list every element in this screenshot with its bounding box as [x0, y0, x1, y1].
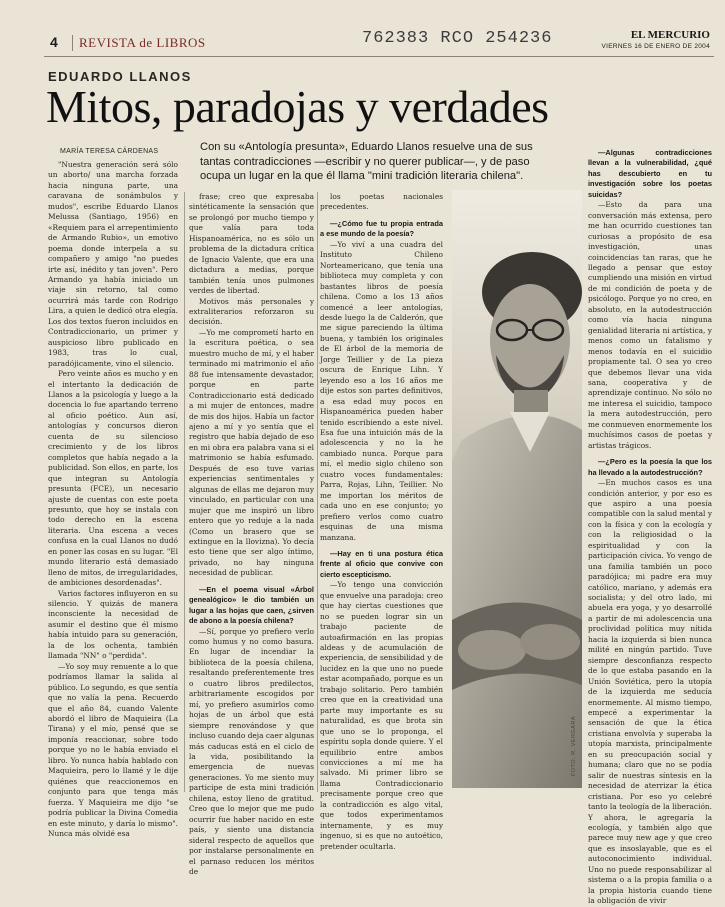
body-paragraph: Pero veinte años es mucho y en el intertanto la dedicación de Llanos a la psicología y luego a la docencia lo fue apartando terreno al oficio poético. Aun así, antologías y concursos dieron cuenta de su silencioso crecimiento y de los libros completos que había negado a la publicidad. Son ellos, en parte, los que integran su Antología presunta (FCE), un necesario ajuste de cuentas con este poeta presunto, que hoy se instala con todo derecho en la escena literaria. Una escena a veces confusa en la cual Llanos no dudó en poner las cosas en su lugar. "El mundo literario está demasiado lleno de mitos, de irregularidades, de ambiciones desordenadas". [48, 369, 178, 588]
section-title: REVISTA de LIBROS [72, 35, 206, 51]
column-rule [184, 192, 185, 792]
author-portrait-photo [452, 190, 582, 788]
body-paragraph: —Yo me comprometí harto en la escritura poética, o sea muestro mucho de mí, y el haber terminado mi matrimonio el año 88 fue intensamente devastador, porque en parte Contradiccionario está dedicado a mi mujer de entonces, madre de mis dos hijos. Había un factor ajeno a mí y yo sentía que el registro que había dejado de eso en mi obra era palabra vana si el matrimonio se había esfumado. Después de eso tuve varias experiencias sentimentales y algunas de ellas me dejaron muy vinculado, en particular con una mujer que me inspiró un libro entero que yo reduje a la nada (Como un brasero que se extingue en la llovizna). Yo decía esto tiene que ser algo íntimo, privado, no hay ninguna necesidad de publicar. [189, 327, 314, 578]
text-column-4 [588, 142, 712, 906]
interview-question: —¿Cómo fue tu propia entrada a ese mundo de la poesía? [320, 218, 443, 239]
archive-stamp: 762383 RCO 254236 [362, 29, 553, 48]
text-column-2 [189, 192, 314, 876]
interview-question: —¿Pero es la poesía la que los ha llevado a la autodestrucción? [588, 457, 712, 477]
body-paragraph: —Yo tengo una convicción que envuelve una paradoja: creo que hay ciertas cuestiones que no se pueden lograr sin un trabajo paciente de autoafirmación en las propias aldeas y de acumulación de experiencia, de sensibilidad y de lucidez en la que uno no puede estar acompañado, porque es un trabajo solitario. Pero también creo que en la creatividad una parte muy importante es su naturalidad, es que brota sin que uno se lo proponga, el espíritu sopla donde quiere. Y el equilibrio entre ambos convicciones a mí me ha salvado. Mi primer libro se llama Contradiccionario precisamente porque creo que la contradicción es algo vital, que todos experimentamos internamente, y es muy ingenuo, si es que no autoético, pretender ocultarla. [320, 580, 443, 851]
interview-question: —Hay en ti una postura ética frente al oficio que convive con cierto escepticismo. [320, 548, 443, 579]
body-paragraph: —Esto da para una conversación más extensa, pero me han ocurrido cuestiones tan curiosas a propósito de esa investigación, unas coincidencias tan raras, que he llegado a pensar que estoy cumpliendo una misión en virtud de mi condición de poeta y de psicólogo. Porque yo no creo, en absoluto, en la autodestrucción como vía hacia ninguna genialidad literaria ni artística, y menos como un fatalismo y menos todavía en el suicidio propiamente tal. O sea yo creo que debemos llevar una vida sana, cooperativa y de aprendizaje continuo. No sólo no me interesa el suicidio, tampoco la mera autodestrucción, pero me conmueven enormemente los muchísimos casos de poetas y artistas trágicos. [588, 200, 712, 450]
body-paragraph: "Nuestra generación será sólo un aborto/ una marcha forzada hacia ninguna parte, una caravana de sonámbulos y mudos", escribe Eduardo Llanos Melussa (Santiago, 1956) en «Requiem para el arrepentimiento de Armando Rubio», un emotivo poema donde interpela a su compañero y amigo "no puedes irte así, inédito y tan joven". Pero Armando ya había iniciado un viaje sin retorno, tal como ocurrirá más tarde con Rodrigo Lira, a quien le dedicó otra elegía. Los dos textos fueron incluidos en Contradiccionario, un primer y auspicioso libro publicado en 1983, tras lo cual, paradójicamente, vino el silencio. [48, 160, 178, 368]
body-paragraph: los poetas nacionales precedentes. [320, 192, 443, 212]
article-kicker: EDUARDO LLANOS [48, 69, 192, 84]
interview-question: —Algunas contradicciones llevan a la vulnerabilidad, ¿qué has descubierto en tu investigación sobre los poetas suicidas? [588, 148, 712, 199]
column-rule [317, 192, 318, 792]
newspaper-name: EL MERCURIO [630, 29, 710, 41]
page-header [44, 28, 714, 57]
article-headline: Mitos, paradojas y verdades [46, 81, 549, 132]
text-column-3 [320, 192, 443, 851]
body-paragraph: —En muchos casos es una condición anterior, y por eso es que aspiro a una poesía compatible con la salud mental y con la física y con la ecología y con la religiosidad o la espiritualidad y con la participación cívica. Yo vengo de una familia también un poco paradójica; mi padre era muy católico, mariano, y además era socialista; y del otro lado, mi abuela era yoga, y yo desarrollé a partir de mi adolescencia una proclividad política muy nítida hacia la izquierda si bien nunca milité en ningún partido. Tuve siempre desconfianza respecto de lo que estaba pasando en la Unión Soviética, pero la utopía de la izquierda me seducía enormemente. Al mismo tiempo, empecé a experimentar la sensación de que la ética cristiana envolvía y superaba la utopía marxista, principalmente en su preocupación social y humana; claro que no se podía salir de nuestras síntesis en la necesidad de aterrizar la ética cristiana. Por eso yo celebré tanto la teología de la liberación. Y ahora, le agregaría la ecología, y también algo que parece muy new age y que creo que es insoslayable, que es el autoconocimiento individual. Uno no puede responsabilizar al sistema o a la propia familia o a la propia historia cuando tiene la obligación de vivir [588, 478, 712, 906]
page-number: 4 [50, 34, 58, 50]
text-column-1 [48, 160, 178, 838]
body-paragraph: Varios factores influyeron en su silencio. Y quizás de manera inconsciente la necesidad de asumir el destino que él mismo había intuido para su generación, la de los ochenta, también llamada "NN" o "perdida". [48, 588, 178, 661]
article-dek: Con su «Antología presunta», Eduardo Llanos resuelve una de sus tantas contradicciones —escribir y no querer publicar—, y de paso ocupa un lugar en la que él llama "mini tradición literaria chilena". [200, 141, 533, 182]
body-paragraph: Motivos más personales y extraliterarios reforzaron su decisión. [189, 296, 314, 327]
body-paragraph: —Sí, porque yo prefiero verlo como humus y no como basura. En lugar de incendiar la biblioteca de la poesía chilena, resaltando preferentemente tres o cuatro libros predilectos, arbitrariamente escogidos por mí, yo prefiero asumirlos como hojas de un árbol que está siempre renovándose y que incluso cuando deja caer algunas más caducas está en el ciclo de la vida, posibilitando la emergencia de nuevas generaciones. Yo me siento muy participe de esta mini tradición chilena, estoy lleno de gratitud. Creo que lo mejor que me pudo ocurrir fue haber nacido en este país, y siento una distancia sideral respecto de aquellos que por instalarse personalmente en el parnaso reducen los méritos de [189, 626, 314, 876]
portrait-illustration [452, 190, 582, 788]
body-paragraph: —Yo soy muy renuente a lo que podríamos llamar la salida al público. Lo segundo, es que sentía que no valía la pena. Recuerdo que el año 84, cuando Valente abordó el libro de Maquieira (La Tirana) y el mío, pensé que se imponía reaccionar, sobre todo porque yo no le había enviado el libro. Yo nunca había hablado con Maquieira, pero lo llamé y le dije quiénes que reaccionemos en conjunto para que tenga más fuerza. Y Maquieira me dijo "se podría publicar la Divina Comedia en este minuto, y daría lo mismo". Nunca más olvidé esa [48, 661, 178, 838]
body-paragraph: frase; creo que expresaba sintéticamente la sensación que se prolongó por mucho tiempo y que valía para toda Hispanoamérica, no es sólo un problema de la dictadura crítica de Ignacio Valente, que era una dictadura a medias, porque también tenía unos pulmones verdes de libertad. [189, 192, 314, 296]
article-byline: MARÍA TERESA CÁRDENAS [60, 148, 159, 155]
issue-date: VIERNES 16 DE ENERO DE 2004 [601, 43, 710, 50]
interview-question: —En el poema visual «Árbol genealógico» le dio también un lugar a las hojas que caen, ¿sirven de abono a la poesía chilena? [189, 584, 314, 626]
body-paragraph: —Yo viví a una cuadra del Instituto Chileno Norteamericano, que tenía una biblioteca muy completa y con bastantes libros de poesía chilena. Como a los 13 años comencé a leer antologías, desde luego la de Calderón, que me sigue pareciendo la última buena, y también los originales de El árbol de la memoria de Jorge Teillier y de La pieza oscura de Enrique Lihn. Y leyendo eso a los 16 años me dije estos son partes definitivos, a esa edad muy pocos en Hispanoamérica pueden haber tenido escribiendo a este nivel. Esa fue una intuición más de la adolescencia y no la he cambiado nunca. Porque para mí, el medio siglo chileno son cuatro voces fundamentales: Parra, Rojas, Lihn, Teillier. No me importan los méritos de cada uno en ese conjunto; yo prefiero verlos como cuatro esquinas de una misma manzana. [320, 239, 443, 542]
photo-credit: FOTO: R. VERGARA [571, 716, 577, 777]
